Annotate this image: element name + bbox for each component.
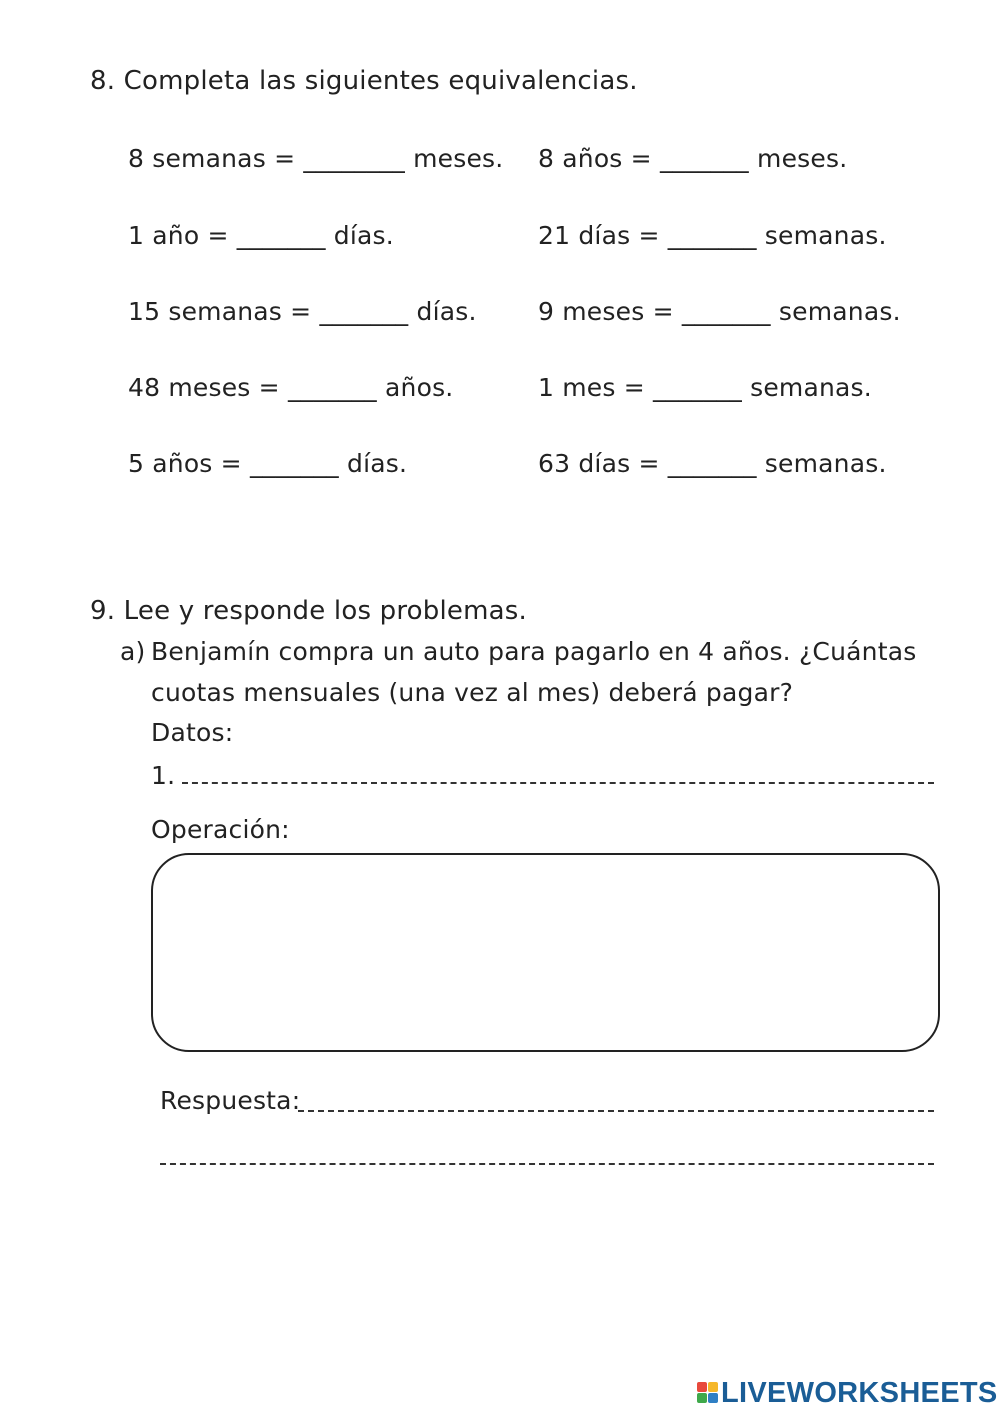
equivalence-left-5: 5 años = _______ días. [128, 449, 408, 478]
logo-text: LIVEWORKSHEETS [721, 1376, 998, 1409]
equivalence-right-1: 8 años = _______ meses. [538, 144, 848, 173]
respuesta-answer-line-1[interactable] [298, 1110, 934, 1112]
equivalence-left-1: 8 semanas = ________ meses. [128, 144, 504, 173]
equivalence-left-3: 15 semanas = _______ días. [128, 297, 477, 326]
equivalence-right-5: 63 días = _______ semanas. [538, 449, 887, 478]
item-a-text-line-1: Benjamín compra un auto para pagarlo en 4 años. ¿Cuántas [151, 637, 917, 666]
equivalence-right-2: 21 días = _______ semanas. [538, 221, 887, 250]
datos-answer-line[interactable] [182, 782, 934, 784]
respuesta-label: Respuesta: [160, 1086, 301, 1115]
item-a-label: a) [120, 637, 146, 666]
operation-work-box[interactable] [151, 853, 940, 1052]
equivalence-right-3: 9 meses = _______ semanas. [538, 297, 901, 326]
liveworksheets-logo [697, 1377, 998, 1409]
question-8-title: 8. Completa las siguientes equivalencias. [90, 66, 638, 96]
datos-label: Datos: [151, 718, 234, 747]
item-a-text-line-2: cuotas mensuales (una vez al mes) deberá pagar? [151, 678, 794, 707]
logo-tiles-icon [697, 1382, 719, 1404]
question-9-title: 9. Lee y responde los problemas. [90, 596, 527, 626]
equivalence-left-4: 48 meses = _______ años. [128, 373, 454, 402]
equivalence-right-4: 1 mes = _______ semanas. [538, 373, 872, 402]
operacion-label: Operación: [151, 815, 290, 844]
respuesta-answer-line-2[interactable] [160, 1163, 934, 1165]
datos-item-number: 1. [151, 761, 176, 790]
equivalence-left-2: 1 año = _______ días. [128, 221, 394, 250]
